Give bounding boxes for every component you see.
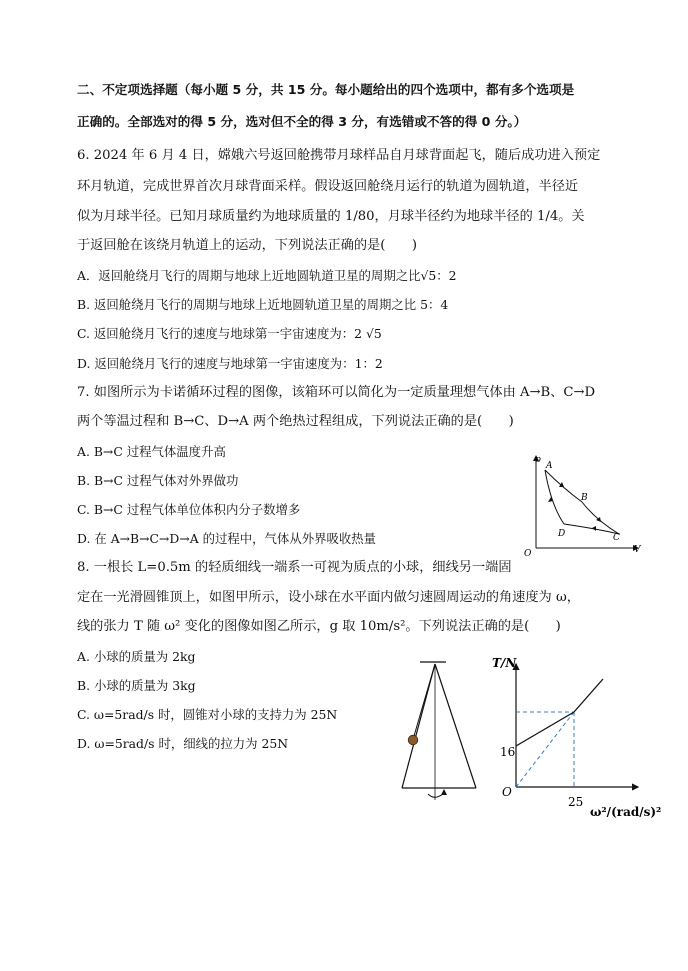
q7-line-2: 两个等温过程和 B→C、D→A 两个绝热过程组成，下列说法正确的是( ) [77,414,514,429]
graph-origin-label: O [502,785,512,799]
q6-option-a: A．返回舱绕月飞行的周期与地球上近地圆轨道卫星的周期之比√5：2 [77,268,457,283]
q7-line-1: 7. 如图所示为卡诺循环过程的图像，该箱环可以简化为一定质量理想气体由 A→B、C→D [77,385,596,400]
q6-option-d: D. 返回舱绕月飞行的速度与地球第一宇宙速度为：1：2 [77,356,383,371]
cone-pendulum-figure [398,658,480,806]
pv-point-b: B [581,493,588,503]
rotation-arrow-head [441,789,447,795]
omega-axis-label: ω²/(rad/s)² [590,805,662,819]
pv-point-c: C [613,533,620,543]
y-tick-16: 16 [500,745,516,759]
pv-p-label: p [535,455,541,465]
q6-line-2: 环月轨道，完成世界首次月球背面采样。假设返回舱绕月运行的轨道为圆轨道，半径近 [77,179,579,194]
pv-curve-da [545,470,564,524]
pv-point-a: A [546,461,553,471]
pv-v-label: V [634,545,641,555]
q6-line-3: 似为月球半径。已知月球质量约为地球质量的 1/80，月球半径约为地球半径的 1/4。关 [77,209,585,224]
pv-point-d: D [558,529,566,539]
q8-line-2: 定在一光滑圆锥顶上，如图甲所示，设小球在水平面内做匀速圆周运动的角速度为 ω， [77,590,580,605]
pv-arrow-da [548,497,553,502]
q8-line-3: 线的张力 T 随 ω² 变化的图像如图乙所示，g 取 10m/s²。下列说法正确的是( ) [77,619,561,634]
pv-curve-bc [582,502,619,534]
q6-option-b: B. 返回舱绕月飞行的周期与地球上近地圆轨道卫星的周期之比 5：4 [77,297,449,312]
carnot-pv-graph [518,450,648,560]
cone-right-edge [435,664,476,788]
dashed-diagonal [516,712,574,787]
rotation-arrow [428,793,444,797]
q6-line-4: 于返回舱在该绕月轨道上的运动，下列说法正确的是( ) [77,238,417,253]
q7-option-c: C. B→C 过程气体单位体积内分子数增多 [77,502,301,517]
x-tick-25: 25 [568,795,584,809]
tension-omega-graph [488,648,678,828]
q8-option-b: B. 小球的质量为 3kg [77,678,196,693]
pv-origin-label: O [524,549,532,559]
q6-line-1: 6. 2024 年 6 月 4 日，嫦娥六号返回舱携带月球样品自月球背面起飞，随后成功进入预定 [77,148,601,163]
pendulum-string [414,664,435,736]
t-line-segment-1 [516,712,574,746]
t-line-segment-2 [574,679,603,712]
q7-option-b: B. B→C 过程气体对外界做功 [77,473,239,488]
section-header-line2: 正确的。全部选对的得 5 分，选对但不全的得 3 分，有选错或不答的得 0 分。） [77,114,527,129]
q8-option-a: A. 小球的质量为 2kg [77,649,196,664]
pendulum-ball [408,735,418,745]
t-axis-label: T/N [492,656,517,670]
q8-line-1: 8. 一根长 L=0.5m 的轻质细线一端系一可视为质点的小球，细线另一端固 [77,560,512,575]
q6-option-c: C. 返回舱绕月飞行的速度与地球第一宇宙速度为：2 √5 [77,326,382,341]
q8-option-c: C. ω=5rad/s 时，圆锥对小球的支持力为 25N [77,707,338,722]
q8-option-d: D. ω=5rad/s 时，细线的拉力为 25N [77,736,289,751]
q7-option-d: D. 在 A→B→C→D→A 的过程中，气体从外界吸收热量 [77,531,377,546]
q7-option-a: A. B→C 过程气体温度升高 [77,444,226,459]
section-header-line1: 二、不定项选择题（每小题 5 分，共 15 分。每小题给出的四个选项中，都有多个选项是 [77,82,575,97]
